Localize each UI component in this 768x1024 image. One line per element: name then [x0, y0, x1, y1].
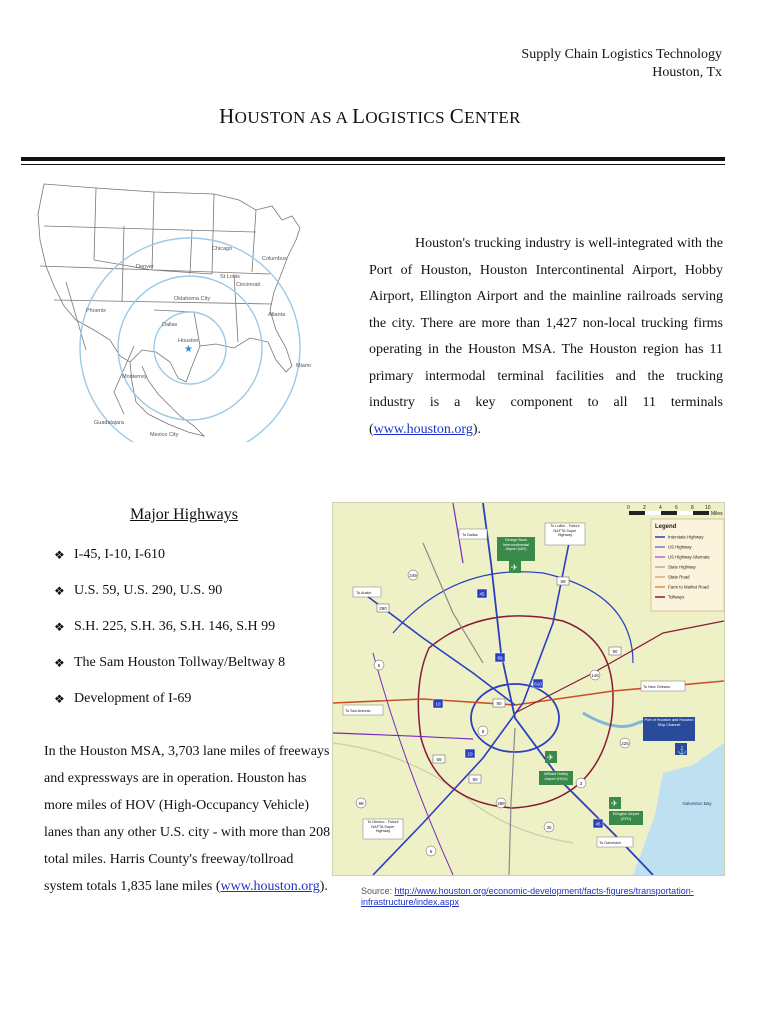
callout-to-mexico: To Mexico - Future NAFTA Super Highway [367, 820, 399, 833]
page-title [0, 104, 740, 129]
highway-item: ❖ The Sam Houston Tollway/Beltway 8 [54, 652, 285, 688]
svg-text:2: 2 [643, 505, 646, 511]
diamond-bullet-icon: ❖ [54, 692, 65, 706]
source-link[interactable]: http://www.houston.org/economic-development/facts-figures/transportation-infrastructure/index.aspx [361, 886, 694, 907]
callout-port-of-houston: Port of Houston and Houston Ship Channel [644, 718, 694, 727]
intro-link[interactable]: www.houston.org [373, 421, 473, 437]
intro-text: Houston's trucking industry is well-integrated with the Port of Houston, Houston Intercontinental Airport, Hobby Airport, Ellington Airport and the mainline railroads serving the city. There are more than 1,427 non-local trucking firms operating in the Houston MSA. The Houston region has 11 primary intermodal terminal facilities and the trucking industry is a key component to all 11 terminals ( [369, 236, 723, 437]
freeway-link[interactable]: www.houston.org [220, 879, 320, 894]
title-word-4: ENTER [464, 108, 521, 127]
title-cap-l: L [352, 104, 366, 128]
label-atlanta: Atlanta [268, 312, 286, 318]
label-cincinnati: Cincinnati [236, 282, 261, 288]
svg-text:8: 8 [691, 505, 694, 511]
legend-item: Tollways [668, 594, 685, 600]
highways-list [54, 544, 285, 724]
source-label: Source: [361, 886, 393, 896]
svg-text:0: 0 [627, 505, 630, 511]
callout-to-dallas: To Dallas [462, 533, 478, 537]
svg-text:225: 225 [621, 740, 629, 746]
highway-item: ❖ Development of I-69 [54, 688, 285, 724]
label-denver: Denver [136, 264, 154, 270]
svg-text:45: 45 [595, 821, 601, 827]
svg-text:59: 59 [436, 757, 442, 762]
callout-to-lufkin: To Lufkin - Future NAFTA Super Highway [550, 524, 580, 537]
callout-hobby-airport: William Hobby Airport (HOU) [543, 772, 569, 781]
legend-item: Interstate Highway [668, 534, 704, 540]
label-st-louis: St Louis [220, 274, 240, 280]
freeway-text-end: ). [319, 879, 328, 894]
diamond-bullet-icon: ❖ [54, 548, 65, 562]
callout-to-austin: To Austin [356, 591, 372, 595]
freeway-paragraph [44, 738, 334, 900]
label-houston: Houston [178, 338, 199, 344]
intro-text-end: ). [472, 421, 482, 437]
label-miami: Miami [296, 363, 311, 369]
svg-text:10: 10 [435, 701, 441, 707]
map-scale [627, 505, 723, 517]
callout-to-galveston: To Galveston [599, 841, 622, 845]
title-cap-c: C [449, 104, 465, 128]
label-phoenix: Phoenix [86, 308, 106, 314]
legend-title: Legend [655, 524, 677, 530]
svg-text:90: 90 [472, 777, 478, 782]
us-radius-map [24, 170, 324, 442]
label-oklahoma-city: Oklahoma City [174, 296, 211, 302]
title-word-1: OUSTON [234, 108, 306, 127]
houston-highway-map [332, 502, 725, 876]
svg-text:45: 45 [479, 591, 485, 597]
legend-item: State Road [668, 574, 690, 580]
title-cap-h: H [219, 104, 235, 128]
map-source [361, 886, 741, 908]
intro-paragraph [369, 231, 723, 443]
legend-item: Farm to Market Road [668, 584, 709, 590]
freeway-text: In the Houston MSA, 3,703 lane miles of freeways and expressways are in operation. Houston has more miles of HOV (High-Occupancy Vehicle) lanes than any other U.S. city - with more than 208 total miles. Harris County's freeway/tollroad system totals 1,835 lane miles ( [44, 744, 331, 894]
svg-text:Miles: Miles [711, 511, 723, 517]
svg-text:69: 69 [497, 655, 503, 661]
svg-text:99: 99 [358, 800, 364, 806]
map-legend [651, 519, 724, 611]
highway-item: ❖ S.H. 225, S.H. 36, S.H. 146, S.H 99 [54, 616, 285, 652]
label-chicago: Chicago [212, 246, 233, 252]
document-header [521, 46, 722, 82]
svg-text:146: 146 [591, 672, 599, 678]
legend-item: US Highway [668, 544, 692, 550]
svg-text:610: 610 [534, 681, 542, 687]
title-word-3: OGISTICS [365, 108, 446, 127]
svg-text:35: 35 [546, 824, 552, 830]
legend-item: US Highway Alternate [668, 554, 710, 560]
callout-to-san-antonio: To San Antonio [345, 709, 371, 713]
svg-text:✈: ✈ [511, 563, 518, 572]
svg-text:10: 10 [467, 751, 473, 757]
highway-item: ❖ U.S. 59, U.S. 290, U.S. 90 [54, 580, 285, 616]
svg-text:4: 4 [659, 505, 662, 511]
label-guadalajara: Guadalajara [94, 420, 124, 426]
svg-text:90: 90 [612, 649, 618, 654]
label-dallas: Dallas [162, 322, 178, 328]
title-rule-thick [21, 157, 725, 161]
label-monterrey: Monterrey [122, 374, 147, 380]
svg-text:249: 249 [409, 572, 417, 578]
title-rule-thin [21, 164, 725, 165]
svg-text:10: 10 [705, 505, 711, 511]
callout-to-new-orleans: To New Orleans [643, 685, 671, 689]
svg-text:288: 288 [497, 800, 505, 806]
callout-iah-airport: George Bush Intercontinental Airport (IAH) [503, 538, 529, 551]
svg-text:⚓: ⚓ [677, 746, 687, 755]
svg-text:6: 6 [429, 848, 433, 854]
callout-ellington-airport: Ellington Airport (EFD) [612, 812, 640, 821]
svg-text:290: 290 [379, 606, 387, 611]
svg-text:8: 8 [481, 728, 485, 734]
highways-heading: Major Highways [130, 506, 238, 523]
houston-star-icon: ★ [184, 344, 193, 355]
header-org: Supply Chain Logistics Technology [521, 47, 722, 62]
svg-text:59: 59 [560, 579, 566, 584]
svg-text:✈: ✈ [547, 753, 554, 762]
svg-text:6: 6 [675, 505, 678, 511]
header-city: Houston, Tx [652, 65, 722, 80]
label-mexico-city: Mexico City [150, 432, 179, 438]
diamond-bullet-icon: ❖ [54, 584, 65, 598]
label-columbus: Columbus [262, 256, 287, 262]
svg-text:3: 3 [579, 780, 583, 786]
diamond-bullet-icon: ❖ [54, 620, 65, 634]
label-galveston-bay: Galveston Bay [682, 801, 712, 806]
legend-item: State Highway [668, 564, 696, 570]
svg-text:90: 90 [496, 701, 502, 706]
highway-item: ❖ I-45, I-10, I-610 [54, 544, 285, 580]
svg-text:✈: ✈ [611, 799, 618, 808]
diamond-bullet-icon: ❖ [54, 656, 65, 670]
svg-text:6: 6 [377, 662, 381, 668]
title-word-2: AS A [309, 108, 348, 127]
